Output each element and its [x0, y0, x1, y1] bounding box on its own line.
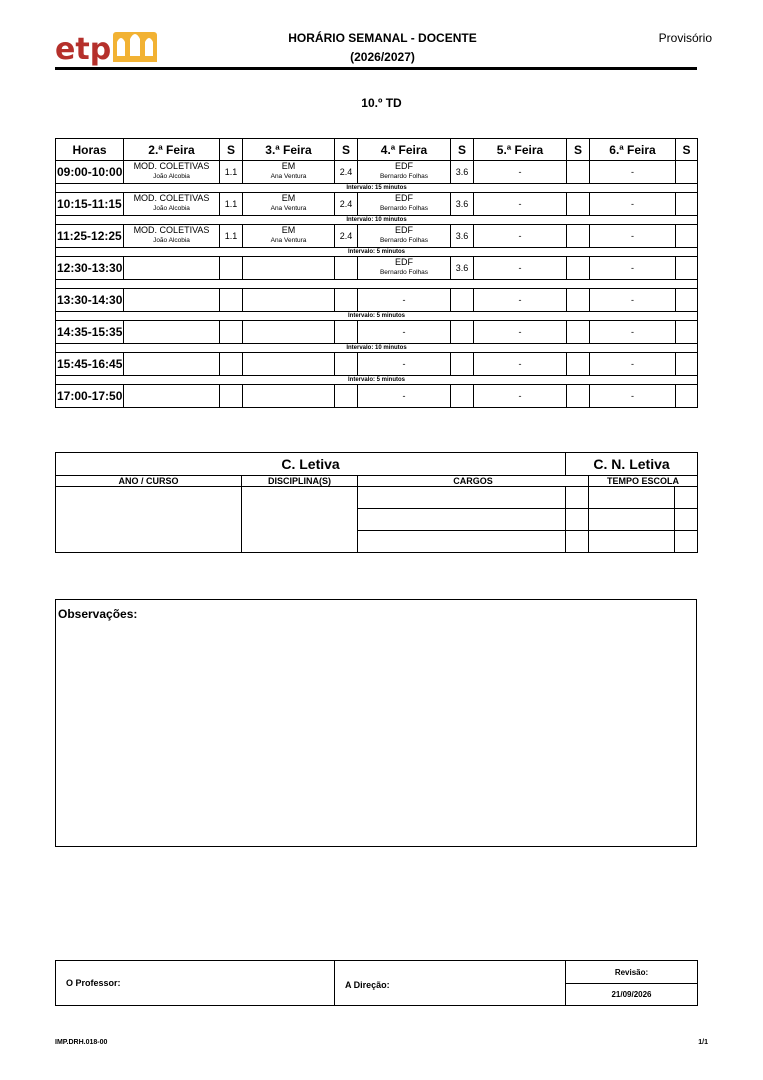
room-cell [567, 161, 590, 184]
empty-marker: - [631, 391, 634, 401]
room-cell [676, 161, 698, 184]
day-header: 3.ª Feira [243, 139, 335, 161]
room-cell [220, 321, 243, 344]
room-header: S [567, 139, 590, 161]
room-cell: 1.1 [220, 193, 243, 216]
empty-marker: - [402, 295, 406, 305]
tempo-cell [589, 487, 675, 509]
lesson-cell [358, 289, 451, 312]
interval-label: Intervalo: 10 minutos [56, 216, 698, 225]
room-cell: 3.6 [451, 193, 474, 216]
room-cell [451, 385, 474, 408]
lesson-cell [358, 257, 451, 280]
room-cell [451, 289, 474, 312]
interval-row [56, 184, 698, 193]
lesson-cell [474, 321, 567, 344]
room-cell [567, 353, 590, 376]
room-cell [335, 289, 358, 312]
interval-row [56, 280, 698, 289]
lesson-cell [474, 289, 567, 312]
empty-marker: - [518, 327, 522, 337]
room-cell [335, 257, 358, 280]
teacher-name: Bernardo Folhas [379, 173, 429, 180]
interval-row [56, 312, 698, 321]
lesson-cell [474, 161, 567, 184]
cargo-cell [358, 531, 566, 553]
form-code: IMP.DRH.018-00 [55, 1039, 108, 1046]
room-cell [335, 321, 358, 344]
status-label: Provisório [658, 31, 712, 45]
tempo-cell [589, 531, 675, 553]
day-header: 2.ª Feira [124, 139, 220, 161]
room-cell [220, 353, 243, 376]
room-cell: 3.6 [451, 225, 474, 248]
empty-marker: - [402, 359, 406, 369]
lesson-cell [590, 225, 676, 248]
empty-marker: - [631, 359, 634, 369]
disciplinas-cell [242, 487, 358, 553]
teacher-name: Ana Ventura [270, 237, 307, 244]
interval-label: Intervalo: 5 minutos [56, 248, 698, 257]
subject-name: EDF [395, 193, 413, 203]
lesson-cell [474, 225, 567, 248]
room-cell: 2.4 [335, 193, 358, 216]
empty-marker: - [518, 359, 522, 369]
room-header: S [220, 139, 243, 161]
page-number: 1/1 [698, 1039, 708, 1046]
lesson-cell [243, 257, 335, 280]
lesson-cell [358, 225, 451, 248]
lesson-cell [243, 225, 335, 248]
lesson-cell [243, 353, 335, 376]
c-letiva-header: C. Letiva [56, 453, 566, 476]
c-n-letiva-header: C. N. Letiva [566, 453, 698, 476]
lesson-cell [358, 193, 451, 216]
cargo-value-cell [566, 531, 589, 553]
teacher-name: Ana Ventura [270, 173, 307, 180]
lesson-cell [590, 353, 676, 376]
empty-marker: - [631, 263, 634, 273]
lesson-cell [358, 353, 451, 376]
room-cell [676, 225, 698, 248]
room-cell [567, 225, 590, 248]
subject-name: EDF [395, 225, 413, 235]
header-divider [55, 67, 697, 70]
interval-label: Intervalo: 10 minutos [56, 344, 698, 353]
teacher-name: Ana Ventura [270, 205, 307, 212]
day-header: 4.ª Feira [358, 139, 451, 161]
room-cell [676, 321, 698, 344]
lesson-cell [124, 385, 220, 408]
room-header: S [451, 139, 474, 161]
empty-marker: - [518, 167, 522, 177]
disciplinas-header: DISCIPLINA(S) [242, 476, 358, 487]
room-cell [676, 257, 698, 280]
empty-marker: - [518, 199, 522, 209]
subject-name: MOD. COLETIVAS [133, 161, 210, 171]
room-cell: 2.4 [335, 161, 358, 184]
time-slot-row [56, 385, 698, 408]
time-slot: 09:00-10:00 [56, 161, 124, 184]
cargos-header: CARGOS [358, 476, 589, 487]
revisao-label: Revisão: [566, 961, 698, 984]
tempo-value-cell [675, 487, 698, 509]
time-slot-row [56, 225, 698, 248]
lesson-cell [124, 353, 220, 376]
interval-label: Intervalo: 5 minutos [56, 312, 698, 321]
workload-table [55, 452, 698, 553]
lesson-cell [474, 385, 567, 408]
lesson-cell [124, 257, 220, 280]
lesson-cell [358, 385, 451, 408]
time-slot-row [56, 257, 698, 280]
empty-marker: - [402, 327, 406, 337]
teacher-name: Bernardo Folhas [379, 205, 429, 212]
class-name: 10.º TD [361, 96, 402, 110]
room-cell [335, 385, 358, 408]
interval-label: Intervalo: 5 minutos [56, 376, 698, 385]
time-slot: 14:35-15:35 [56, 321, 124, 344]
lesson-cell [590, 193, 676, 216]
time-slot: 15:45-16:45 [56, 353, 124, 376]
time-slot: 13:30-14:30 [56, 289, 124, 312]
interval-row [56, 344, 698, 353]
interval-row [56, 248, 698, 257]
lesson-cell [474, 353, 567, 376]
room-cell [451, 353, 474, 376]
tempo-cell [589, 509, 675, 531]
room-cell [567, 385, 590, 408]
time-slot: 10:15-11:15 [56, 193, 124, 216]
lesson-cell [358, 161, 451, 184]
time-slot-row [56, 289, 698, 312]
time-slot: 11:25-12:25 [56, 225, 124, 248]
ano-curso-header: ANO / CURSO [56, 476, 242, 487]
schedule-table [55, 138, 698, 408]
svg-text:etp: etp [55, 32, 112, 67]
cargo-value-cell [566, 487, 589, 509]
hours-header: Horas [56, 139, 124, 161]
room-cell [567, 193, 590, 216]
school-year: (2026/2027) [350, 50, 415, 64]
schedule-header-row [56, 139, 698, 161]
empty-marker: - [518, 295, 522, 305]
empty-marker: - [518, 263, 522, 273]
empty-marker: - [518, 231, 522, 241]
lesson-cell [243, 289, 335, 312]
lesson-cell [124, 289, 220, 312]
lesson-cell [590, 289, 676, 312]
interval-label: Intervalo: 15 minutos [56, 184, 698, 193]
teacher-name: João Alcobia [153, 173, 190, 180]
schedule-body [56, 161, 698, 408]
empty-marker: - [631, 295, 634, 305]
room-cell [335, 353, 358, 376]
room-cell [220, 257, 243, 280]
room-cell [451, 321, 474, 344]
etpm-logo [55, 26, 170, 70]
lesson-cell [243, 385, 335, 408]
document-title: HORÁRIO SEMANAL - DOCENTE [288, 31, 477, 45]
lesson-cell [474, 193, 567, 216]
room-cell [220, 289, 243, 312]
room-cell: 3.6 [451, 161, 474, 184]
lesson-cell [124, 225, 220, 248]
subject-name: EM [281, 193, 296, 203]
lesson-cell [243, 321, 335, 344]
time-slot: 17:00-17:50 [56, 385, 124, 408]
room-cell [676, 193, 698, 216]
room-cell: 1.1 [220, 225, 243, 248]
subject-name: EM [281, 161, 296, 171]
teacher-name: João Alcobia [153, 205, 190, 212]
tempo-escola-header: TEMPO ESCOLA [589, 476, 698, 487]
empty-marker: - [402, 391, 406, 401]
lesson-cell [590, 161, 676, 184]
empty-marker: - [631, 199, 634, 209]
tempo-value-cell [675, 531, 698, 553]
room-cell [567, 257, 590, 280]
empty-marker: - [631, 231, 634, 241]
room-cell [567, 321, 590, 344]
subject-name: EM [281, 225, 296, 235]
cargo-cell [358, 487, 566, 509]
time-slot-row [56, 321, 698, 344]
room-cell: 1.1 [220, 161, 243, 184]
subject-name: EDF [395, 161, 413, 171]
lesson-cell [124, 193, 220, 216]
lesson-cell [124, 321, 220, 344]
cargo-cell [358, 509, 566, 531]
room-header: S [676, 139, 698, 161]
interval-row [56, 216, 698, 225]
day-header: 6.ª Feira [590, 139, 676, 161]
empty-marker: - [518, 391, 522, 401]
empty-marker: - [631, 167, 634, 177]
signature-table [55, 960, 698, 1006]
interval-row [56, 376, 698, 385]
lesson-cell [358, 321, 451, 344]
day-header: 5.ª Feira [474, 139, 567, 161]
observations-label: Observações: [58, 607, 138, 621]
lesson-cell [590, 385, 676, 408]
room-cell [676, 385, 698, 408]
room-cell [676, 353, 698, 376]
room-cell: 2.4 [335, 225, 358, 248]
ano-curso-cell [56, 487, 242, 553]
time-slot: 12:30-13:30 [56, 257, 124, 280]
subject-name: EDF [395, 257, 413, 267]
room-cell [220, 385, 243, 408]
time-slot-row [56, 161, 698, 184]
time-slot-row [56, 193, 698, 216]
interval-label [56, 280, 698, 289]
direcao-signature: A Direção: [335, 961, 566, 1006]
lesson-cell [474, 257, 567, 280]
room-cell [567, 289, 590, 312]
cargo-value-cell [566, 509, 589, 531]
room-cell [676, 289, 698, 312]
professor-signature: O Professor: [56, 961, 335, 1006]
teacher-name: Bernardo Folhas [379, 269, 429, 276]
lesson-cell [590, 321, 676, 344]
lesson-cell [590, 257, 676, 280]
lesson-cell [243, 161, 335, 184]
subject-name: MOD. COLETIVAS [133, 225, 210, 235]
lesson-cell [124, 161, 220, 184]
room-header: S [335, 139, 358, 161]
subject-name: MOD. COLETIVAS [133, 193, 210, 203]
teacher-name: João Alcobia [153, 237, 190, 244]
room-cell: 3.6 [451, 257, 474, 280]
empty-marker: - [631, 327, 634, 337]
teacher-name: Bernardo Folhas [379, 237, 429, 244]
time-slot-row [56, 353, 698, 376]
observations-box [55, 599, 697, 847]
tempo-value-cell [675, 509, 698, 531]
revisao-date: 21/09/2026 [566, 984, 698, 1006]
lesson-cell [243, 193, 335, 216]
